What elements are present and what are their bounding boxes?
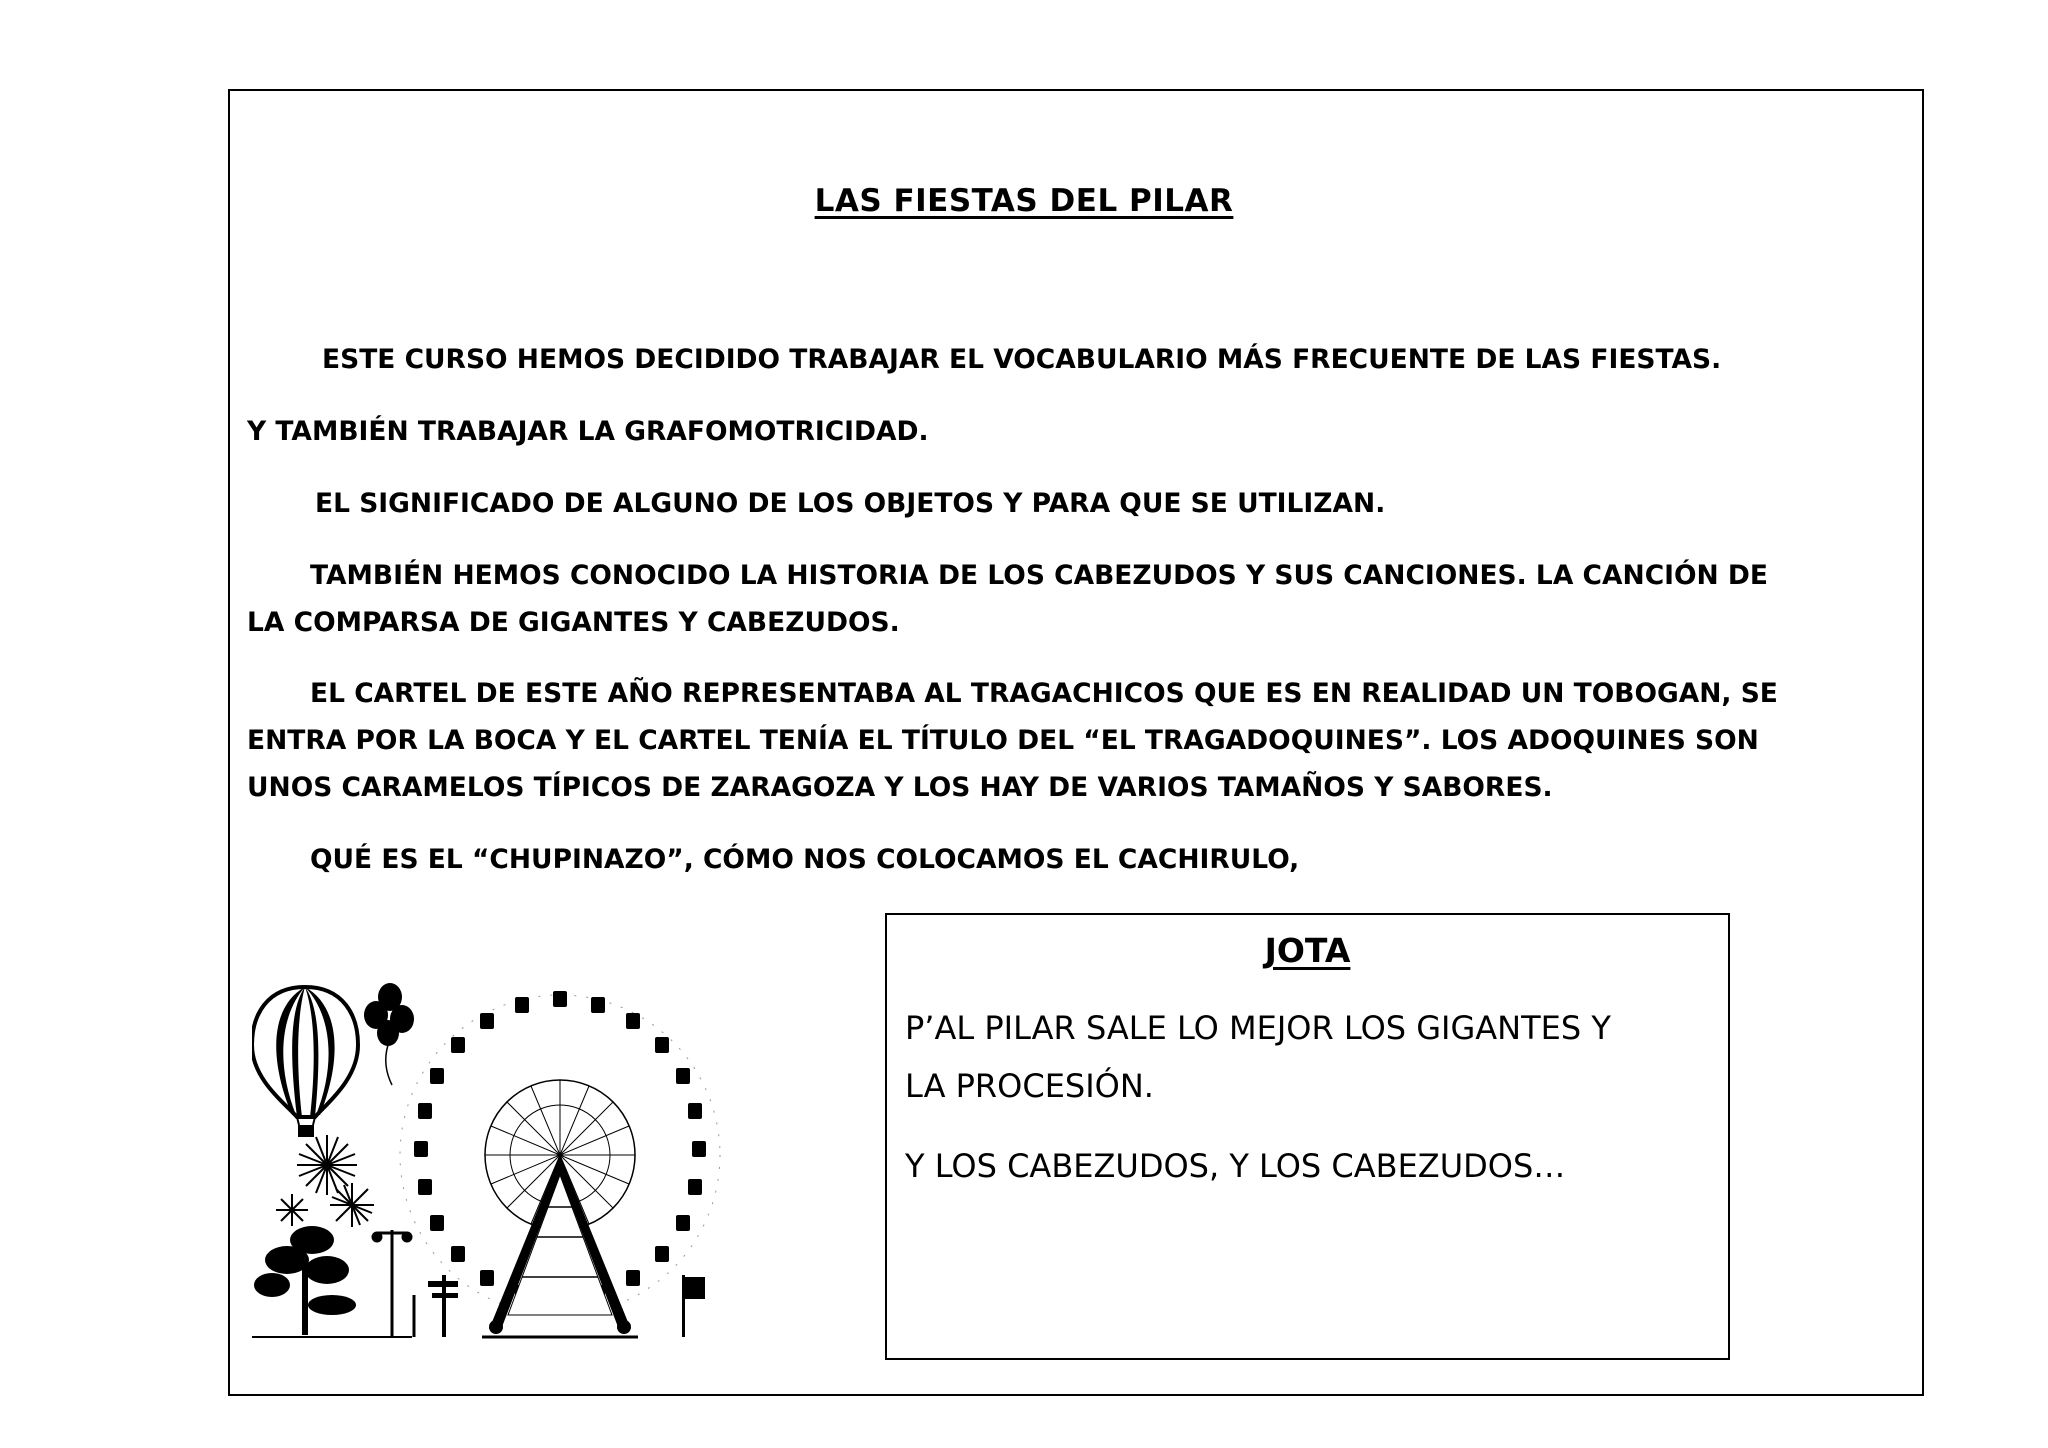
paragraph-line: ENTRA POR LA BOCA Y EL CARTEL TENÍA EL TÍTULO DEL “EL TRAGADOQUINES”. LOS ADOQUINES SON bbox=[247, 725, 1759, 756]
paragraph-line: ESTE CURSO HEMOS DECIDIDO TRABAJAR EL VOCABULARIO MÁS FRECUENTE DE LAS FIESTAS. bbox=[322, 344, 1722, 375]
jota-verse-1 bbox=[905, 999, 1705, 1115]
jota-line: P’AL PILAR SALE LO MEJOR LOS GIGANTES Y bbox=[905, 1009, 1611, 1047]
balloons-icon bbox=[364, 983, 414, 1085]
paragraph-line: EL SIGNIFICADO DE ALGUNO DE LOS OBJETOS Y PARA QUE SE UTILIZAN. bbox=[315, 488, 1386, 519]
signpost-icon bbox=[428, 1275, 458, 1337]
jota-box bbox=[885, 913, 1730, 1360]
flag-icon bbox=[682, 1275, 705, 1337]
paragraph-line: EL CARTEL DE ESTE AÑO REPRESENTABA AL TRAGACHICOS QUE ES EN REALIDAD UN TOBOGAN, SE bbox=[310, 678, 1778, 709]
paragraph-4 bbox=[247, 552, 1887, 646]
trees-icon bbox=[252, 1226, 412, 1337]
paragraph-line: QUÉ ES EL “CHUPINAZO”, CÓMO NOS COLOCAMOS EL CACHIRULO, bbox=[310, 844, 1300, 875]
paragraph-3 bbox=[247, 480, 1887, 527]
paragraph-5 bbox=[247, 670, 1887, 811]
paragraph-2 bbox=[247, 408, 1887, 455]
fireworks-icon bbox=[276, 1135, 374, 1227]
hot-air-balloon-icon bbox=[252, 987, 358, 1137]
paragraph-1 bbox=[247, 336, 1887, 383]
paragraph-line: Y TAMBIÉN TRABAJAR LA GRAFOMOTRICIDAD. bbox=[247, 416, 929, 447]
paragraph-line: LA COMPARSA DE GIGANTES Y CABEZUDOS. bbox=[247, 607, 900, 638]
jota-verse-2 bbox=[905, 1137, 1705, 1195]
paragraph-line: UNOS CARAMELOS TÍPICOS DE ZARAGOZA Y LOS HAY DE VARIOS TAMAÑOS Y SABORES. bbox=[247, 772, 1553, 803]
jota-line: LA PROCESIÓN. bbox=[905, 1067, 1154, 1105]
jota-line: Y LOS CABEZUDOS, Y LOS CABEZUDOS… bbox=[905, 1147, 1566, 1185]
paragraph-line: TAMBIÉN HEMOS CONOCIDO LA HISTORIA DE LOS CABEZUDOS Y SUS CANCIONES. LA CANCIÓN DE bbox=[310, 560, 1769, 591]
paragraph-6 bbox=[247, 836, 1887, 883]
street-lamp-icon bbox=[373, 1230, 414, 1337]
fair-illustration bbox=[252, 975, 742, 1345]
jota-title: JOTA bbox=[1264, 931, 1351, 970]
page-title: LAS FIESTAS DEL PILAR bbox=[814, 183, 1234, 219]
